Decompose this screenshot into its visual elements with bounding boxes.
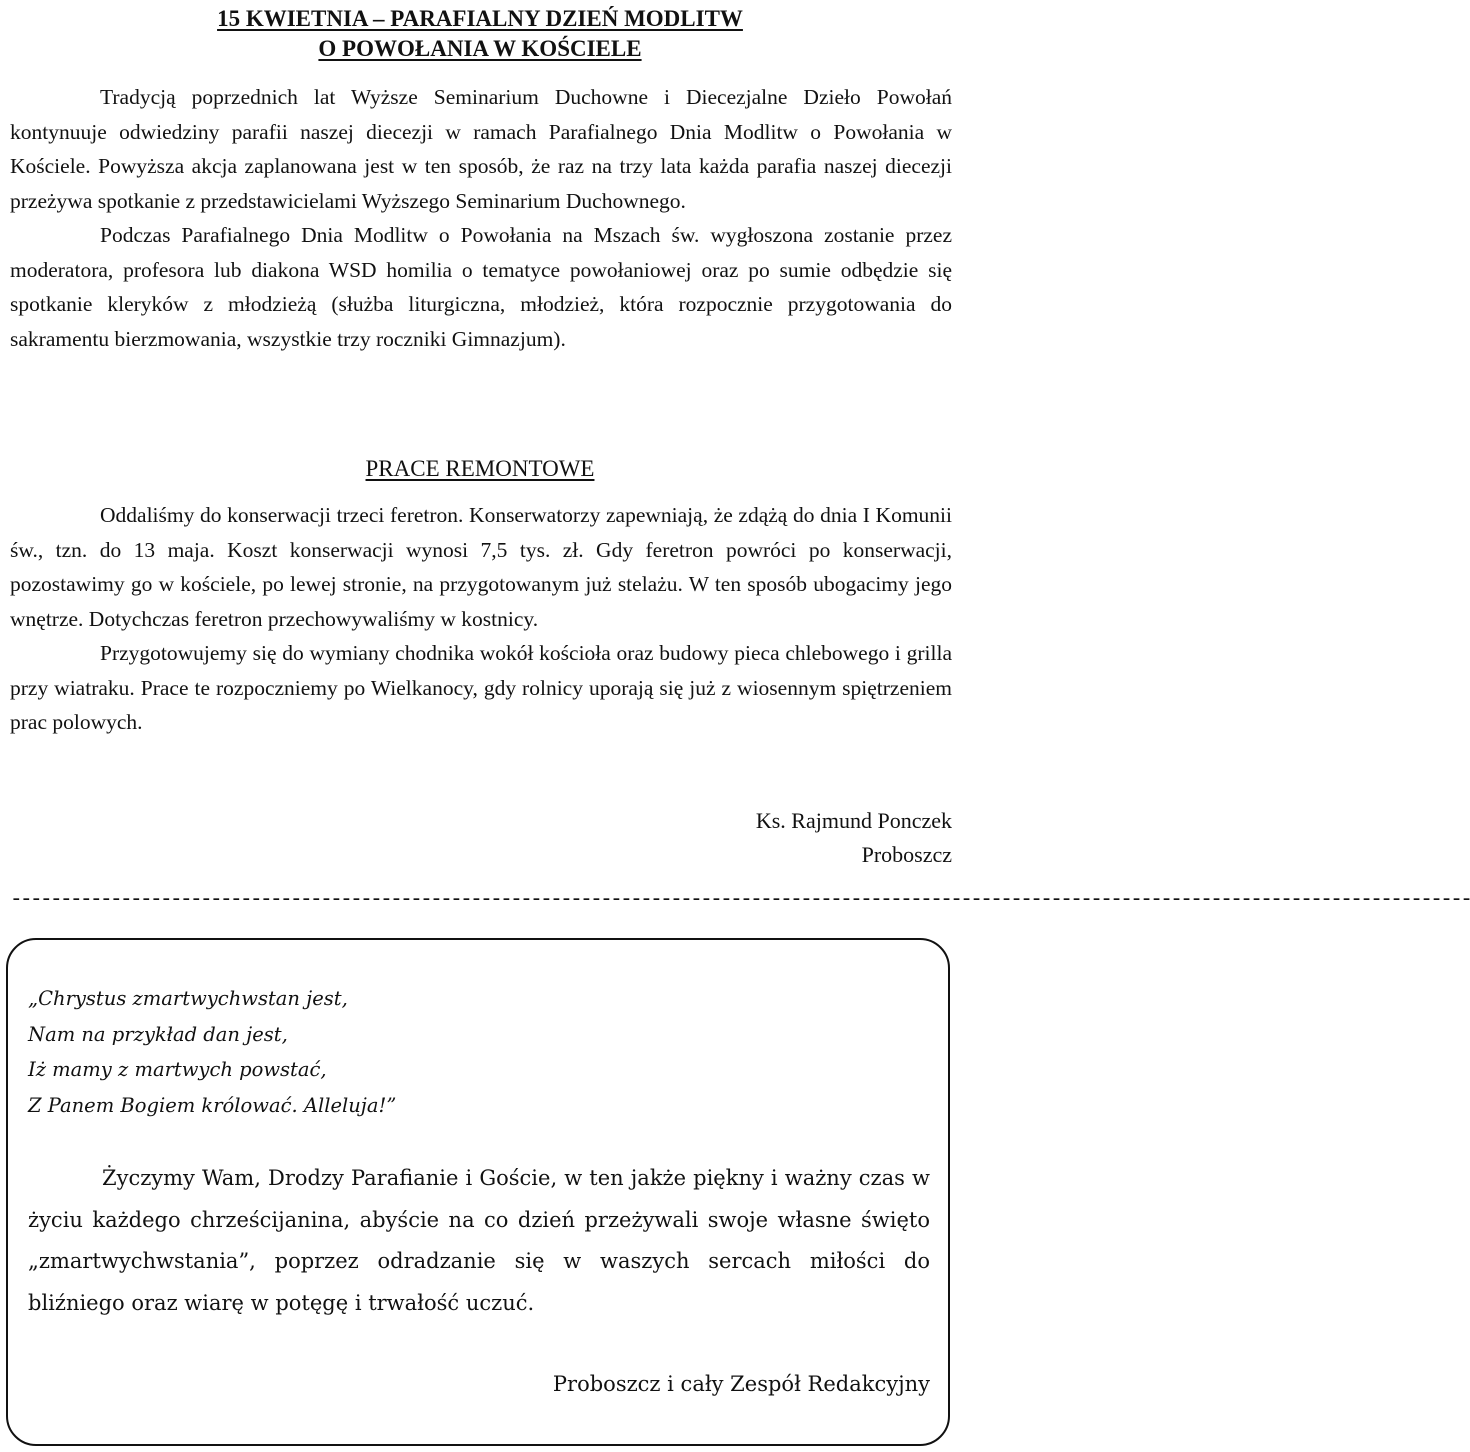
poem-line: Iż mamy z martwych powstać,: [28, 1058, 327, 1081]
page-title: [0, 4, 960, 64]
repairs-section: [10, 498, 952, 740]
wishes-signature: Proboszcz i cały Zespół Redakcyjny: [552, 1372, 930, 1396]
poem-line: „Chrystus zmartwychwstan jest,: [28, 987, 348, 1010]
pastor-signature: [756, 804, 952, 872]
repairs-heading: PRACE REMONTOWE: [365, 456, 595, 481]
title-line-2: O POWOŁANIA W KOŚCIELE: [318, 36, 642, 61]
intro-paragraph: Tradycją poprzednich lat Wyższe Seminarium Duchowne i Diecezjalne Dzieło Powołań kontynuuje odwiedziny parafii naszej diecezji w ramach Parafialnego Dnia Modlitw o Powołania w Kościele. Powyższa akcja zaplanowana jest w ten sposób, że raz na trzy lata każda parafia naszej diecezji przeżywa spotkanie z przedstawicielami Wyższego Seminarium Duchownego.: [10, 85, 952, 213]
wishes-paragraph: Życzymy Wam, Drodzy Parafianie i Goście, w ten jakże piękny i ważny czas w życiu każdego chrześcijanina, abyście na co dzień przeżywali swoje własne święto „zmartwychwstania”, poprzez odradzanie się w waszych sercach miłości do bliźniego oraz wiarę w potęgę i trwałość uczuć.: [28, 1166, 930, 1315]
poem-line: Nam na przykład dan jest,: [28, 1022, 288, 1046]
wishes-text: [28, 1158, 930, 1324]
easter-poem: [28, 981, 396, 1123]
dashed-divider: --------------------------------------------------------------------------------------------------------------------------------------------------: [10, 889, 1470, 912]
signature-role: Proboszcz: [861, 842, 952, 867]
signature-name: Ks. Rajmund Ponczek: [755, 808, 952, 833]
title-line-1: 15 KWIETNIA – PARAFIALNY DZIEŃ MODLITW: [217, 6, 743, 31]
repairs-paragraph: Oddaliśmy do konserwacji trzeci feretron. Konserwatorzy zapewniają, że zdążą do dnia I Komunii św., tzn. do 13 maja. Koszt konserwacji wynosi 7,5 tys. zł. Gdy feretron powróci po konserwacji, pozostawimy go w kościele, po lewej stronie, na przygotowanym już stelażu. W ten sposób ubogacimy jego wnętrze. Dotychczas feretron przechowywaliśmy w kostnicy.: [10, 503, 952, 631]
poem-line: Z Panem Bogiem królować. Alleluja!”: [28, 1093, 397, 1117]
intro-paragraph: Podczas Parafialnego Dnia Modlitw o Powołania na Mszach św. wygłoszona zostanie przez moderatora, profesora lub diakona WSD homilia o tematyce powołaniowej oraz po sumie odbędzie się spotkanie kleryków z młodzieżą (służba liturgiczna, młodzież, która rozpocznie przygotowania do sakramentu bierzmowania, wszystkie trzy roczniki Gimnazjum).: [10, 223, 952, 351]
repairs-paragraph: Przygotowujemy się do wymiany chodnika wokół kościoła oraz budowy pieca chlebowego i grilla przy wiatraku. Prace te rozpoczniemy po Wielkanocy, gdy rolnicy uporają się już z wiosennym spiętrzeniem prac polowych.: [10, 641, 952, 734]
intro-section: [10, 80, 952, 356]
